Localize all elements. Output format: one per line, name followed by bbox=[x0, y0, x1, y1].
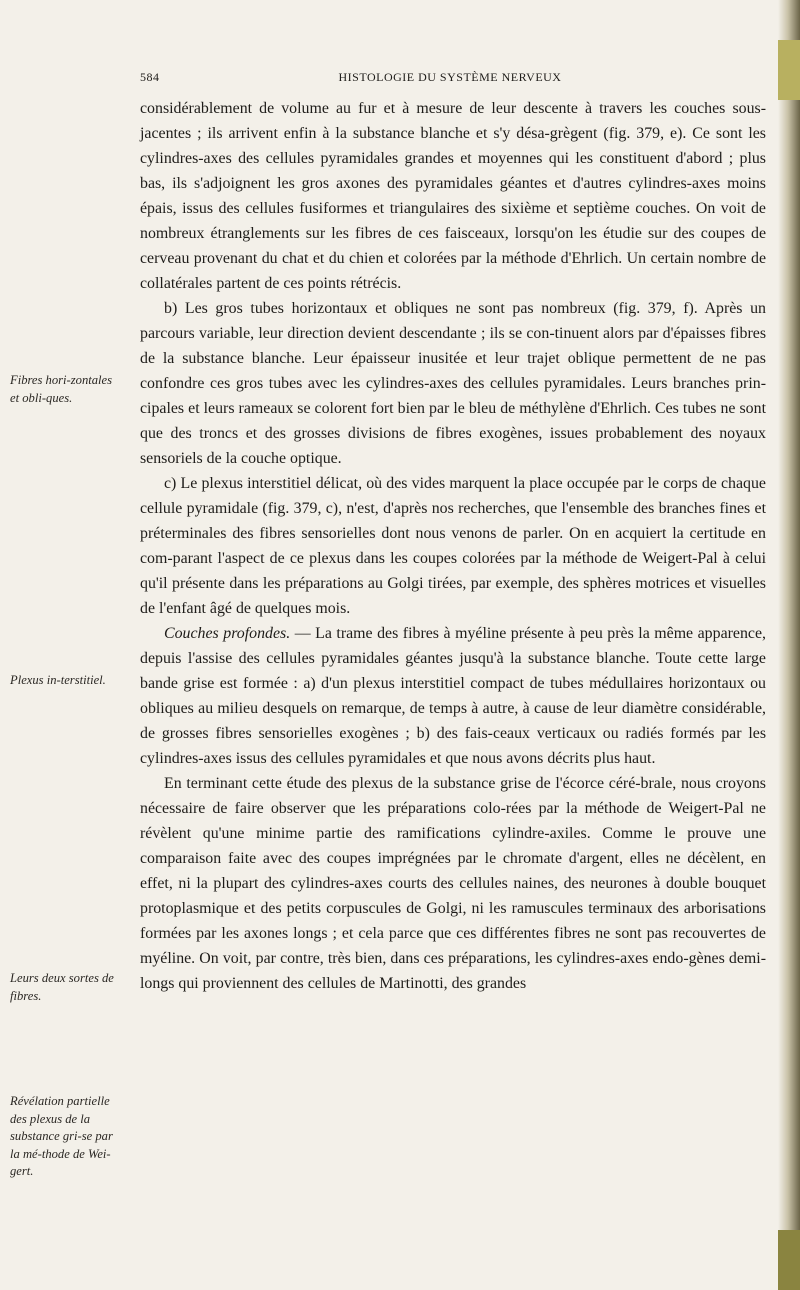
paragraph-c-plexus: c) Le plexus interstitiel délicat, où des vides marquent la place occupée par le corps de chaque cellule pyramidale (fig. 379, c), n'est, d'après nos recherches, que l'ensemble des branches fines et préterminales des fibres sensorielles dont nous venons de parler. On en acquiert la certitude en com-parant l'aspect de ce plexus dans les coupes colorées par la méthode de Weigert-Pal à celui qu'il présente dans les préparations au Golgi tirées, par exemple, des sphères motrices et visuelles de l'enfant âgé de quelques mois. bbox=[140, 475, 766, 617]
page-edge-shadow bbox=[778, 0, 800, 1290]
main-text bbox=[140, 96, 766, 996]
paragraph-en-terminant: En terminant cette étude des plexus de la substance grise de l'écorce céré-brale, nous croyons nécessaire de faire observer que les préparations colo-rées par la méthode de Weigert-Pal ne révèlent qu'une minime partie des ramifications cylindre-axiles. Comme le prouve une comparaison faite avec des coupes imprégnées par le chromate d'argent, elles ne décèlent, en effet, ni la plupart des cylindres-axes courts des cellules naines, des neurones à double bouquet protoplasmique et des petits corpuscules de Golgi, ni les ramuscules terminaux des arborisations formées par les axones longs ; et cela parce que ces différentes fibres ne sont pas recouvertes de myéline. On voit, par contre, très bien, dans ces préparations, les cylindres-axes endo-gènes demi-longs qui proviennent des cellules de Martinotti, des grandes bbox=[140, 775, 766, 992]
page-edge-mark-bottom bbox=[778, 1230, 800, 1290]
running-title: HISTOLOGIE DU SYSTÈME NERVEUX bbox=[338, 70, 562, 84]
paragraph-couches-profondes-text: — La trame des fibres à myéline présente à peu près la même apparence, depuis l'assise des cellules pyramidales géantes jusqu'à la substance blanche. Toute cette large bande grise est formée : a) d'un plexus interstitiel compact de tubes médullaires horizontaux ou obliques au milieu desquels on remarque, de temps à autre, à cause de leur diamètre considérable, de grosses fibres sensorielles exogènes ; b) des fais-ceaux verticaux ou radiés formés par les cylindres-axes issus des cellules pyramidales et que nous avons décrits plus haut. bbox=[140, 625, 766, 767]
paragraph-couches-profondes bbox=[140, 621, 766, 771]
section-title-couches-profondes: Couches profondes. bbox=[164, 625, 291, 642]
margin-note-fibres-horizontales: Fibres hori-zontales et obli-ques. bbox=[10, 373, 113, 405]
margin-note-revelation-partielle: Révélation partielle des plexus de la substance gri-se par la mé-thode de Wei-gert. bbox=[10, 1094, 113, 1178]
margin-note-deux-sortes-fibres: Leurs deux sortes de fibres. bbox=[10, 971, 114, 1003]
paragraph-continuation: considérablement de volume au fur et à mesure de leur descente à travers les couches sous-jacentes ; ils arrivent enfin à la substance blanche et s'y désa-grègent (fig. 379, e). Ce sont les cylindres-axes des cellules pyramidales grandes et moyennes qui les constituent d'abord ; plus bas, ils s'adjoignent les gros axones des pyramidales géantes et d'autres cylindres-axes moins épais, issus des cellules fusiformes et triangulaires des sixième et septième couches. On voit de nombreux étranglements sur les fibres de ces faisceaux, lorsqu'on les étudie sur des coupes de cerveau provenant du chat et du chien et colorées par la méthode d'Ehrlich. Un certain nombre de collatérales partent de ces points rétrécis. bbox=[140, 100, 766, 292]
page-number: 584 bbox=[140, 70, 160, 84]
page-edge-mark bbox=[778, 40, 800, 100]
paragraph-b-gros-tubes: b) Les gros tubes horizontaux et obliques ne sont pas nombreux (fig. 379, f). Après un parcours variable, leur direction devient descendante ; ils se con-tinuent alors par d'épaisses fibres de la substance blanche. Leur épaisseur inusitée et leur trajet oblique permettent de ne pas confondre ces gros tubes avec les cylindres-axes des cellules pyramidales. Leurs branches prin-cipales et leurs rameaux se colorent fort bien par le bleu de méthylène d'Ehrlich. Ces tubes ne sont que des troncs et des grosses divisions de fibres exogènes, issues probablement des noyaux sensoriels de la couche optique. bbox=[140, 300, 766, 467]
margin-note-plexus-interstitiel: Plexus in-terstitiel. bbox=[10, 673, 106, 687]
